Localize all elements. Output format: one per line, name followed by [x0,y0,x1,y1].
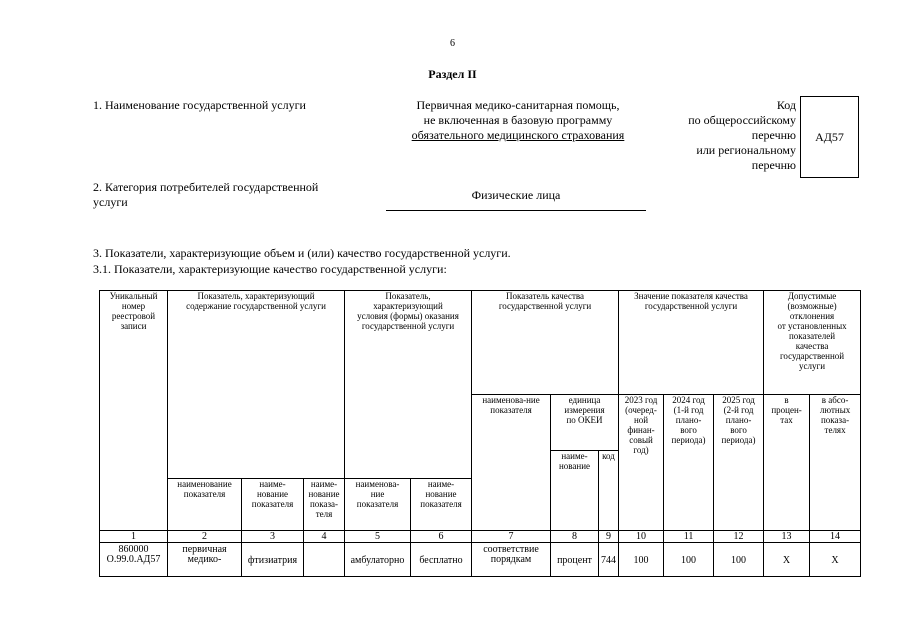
page-number: 6 [450,38,455,49]
cell-value-2024: 100 [664,543,714,577]
col-number: 2 [168,531,242,543]
col-number: 14 [810,531,861,543]
col-number: 10 [619,531,664,543]
service-name-value: Первичная медико-санитарная помощь, не включенная в базовую программу обязательного медицинского страхования [411,98,625,142]
table-row [100,543,861,577]
header-quality-indicator: Показатель качества государственной услуги [472,291,619,395]
col-number: 6 [411,531,472,543]
cell-content-2: фтизиатрия [242,543,304,577]
indicators-title: 3. Показатели, характеризующие объем и (или) качество государственной услуги. [93,246,511,260]
header-sub-col4: наиме- нование показа- теля [304,479,345,531]
cell-content-3 [304,543,345,577]
header-indicator-name: наименова-ние показателя [472,395,551,531]
col-number: 13 [764,531,810,543]
header-content-indicator: Показатель, характеризующий содержание государственной услуги [168,291,345,479]
cell-condition-1: амбулаторно [345,543,411,577]
col-number: 8 [551,531,599,543]
header-quality-value: Значение показателя качества государственной услуги [619,291,764,395]
header-sub-col3: наиме- нование показателя [242,479,304,531]
col-number: 1 [100,531,168,543]
header-year-2024: 2024 год (1-й год плано- вого периода) [664,395,714,531]
quality-title: 3.1. Показатели, характеризующие качество государственной услуги: [93,262,447,276]
col-number: 5 [345,531,411,543]
cell-unit-code: 744 [599,543,619,577]
section-title: Раздел II [428,67,477,81]
header-unit-okei: единица измерения по ОКЕИ [551,395,619,451]
header-sub-col2: наименование показателя [168,479,242,531]
header-unit-code: код [599,451,619,531]
col-number: 11 [664,531,714,543]
cell-content-1: первичная медико- [168,543,242,577]
quality-table-body [99,542,861,577]
cell-deviation-absolute: Х [810,543,861,577]
category-underline [386,210,646,211]
cell-indicator-name: соответствие порядкам [472,543,551,577]
cell-value-2025: 100 [714,543,764,577]
col-number: 7 [472,531,551,543]
col-number: 12 [714,531,764,543]
code-label: Код по общероссийскому перечню или региональному перечню [688,98,796,172]
header-conditions-indicator: Показатель, характеризующий условия (формы) оказания государственной услуги [345,291,472,479]
cell-value-2023: 100 [619,543,664,577]
header-sub-col6: наиме- нование показателя [411,479,472,531]
code-value: АД57 [815,129,844,144]
cell-unique-number: 860000 О.99.0.АД57 [100,543,168,577]
code-box [800,96,859,178]
category-value: Физические лица [471,188,561,202]
cell-unit-name: процент [551,543,599,577]
col-number: 3 [242,531,304,543]
header-percent: в процен- тах [764,395,810,531]
cell-condition-2: бесплатно [411,543,472,577]
header-year-2025: 2025 год (2-й год плано- вого периода) [714,395,764,531]
header-unique-number: Уникальный номер реестровой записи [100,291,168,531]
col-number: 9 [599,531,619,543]
service-name-label: 1. Наименование государственной услуги [93,98,306,112]
cell-deviation-percent: Х [764,543,810,577]
quality-table [99,290,861,543]
header-deviation: Допустимые (возможные) отклонения от установленных показателей качества государственной услуги [764,291,861,395]
col-number: 4 [304,531,345,543]
header-sub-col5: наименова- ние показателя [345,479,411,531]
header-year-2023: 2023 год (очеред- ной финан- совый год) [619,395,664,531]
header-absolute: в абсо- лютных показа- телях [810,395,861,531]
header-unit-name: наиме- нование [551,451,599,531]
category-label: 2. Категория потребителей государственной услуги [93,180,319,209]
